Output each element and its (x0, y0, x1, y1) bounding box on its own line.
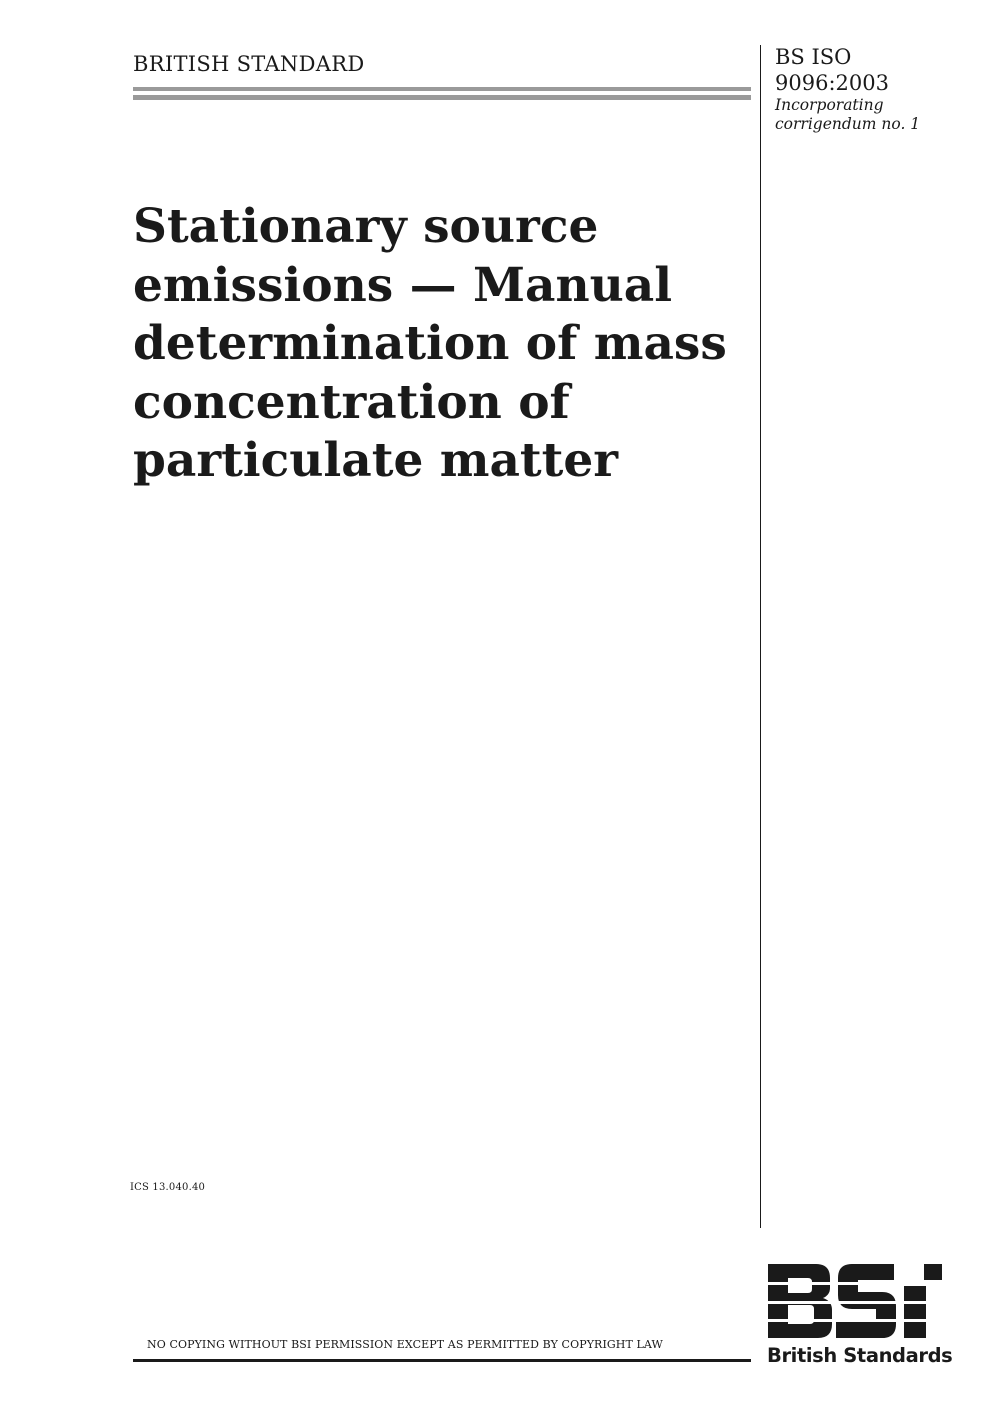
series-label: BRITISH STANDARD (133, 52, 365, 76)
standard-code-line1: BS ISO (775, 45, 852, 69)
footer-rule (133, 1359, 751, 1362)
corrigendum-note-line2: corrigendum no. 1 (775, 115, 921, 133)
header-rule-bottom (133, 95, 751, 100)
document-title (133, 198, 753, 491)
standard-code-line2: 9096:2003 (775, 71, 889, 95)
title-line: particulate matter (133, 433, 618, 488)
header-rule-top (133, 87, 751, 91)
ics-code: ICS 13.040.40 (130, 1182, 206, 1193)
title-line: determination of mass (133, 316, 727, 371)
title-line: emissions — Manual (133, 257, 673, 313)
logo-caption: British Standards (767, 1344, 953, 1367)
standard-number-block (775, 44, 920, 134)
title-line: concentration of (133, 374, 570, 430)
title-line: Stationary source (133, 199, 599, 254)
margin-divider (760, 45, 761, 1228)
copyright-notice: NO COPYING WITHOUT BSI PERMISSION EXCEPT AS PERMITTED BY COPYRIGHT LAW (147, 1338, 663, 1351)
corrigendum-note-line1: Incorporating (775, 96, 884, 114)
